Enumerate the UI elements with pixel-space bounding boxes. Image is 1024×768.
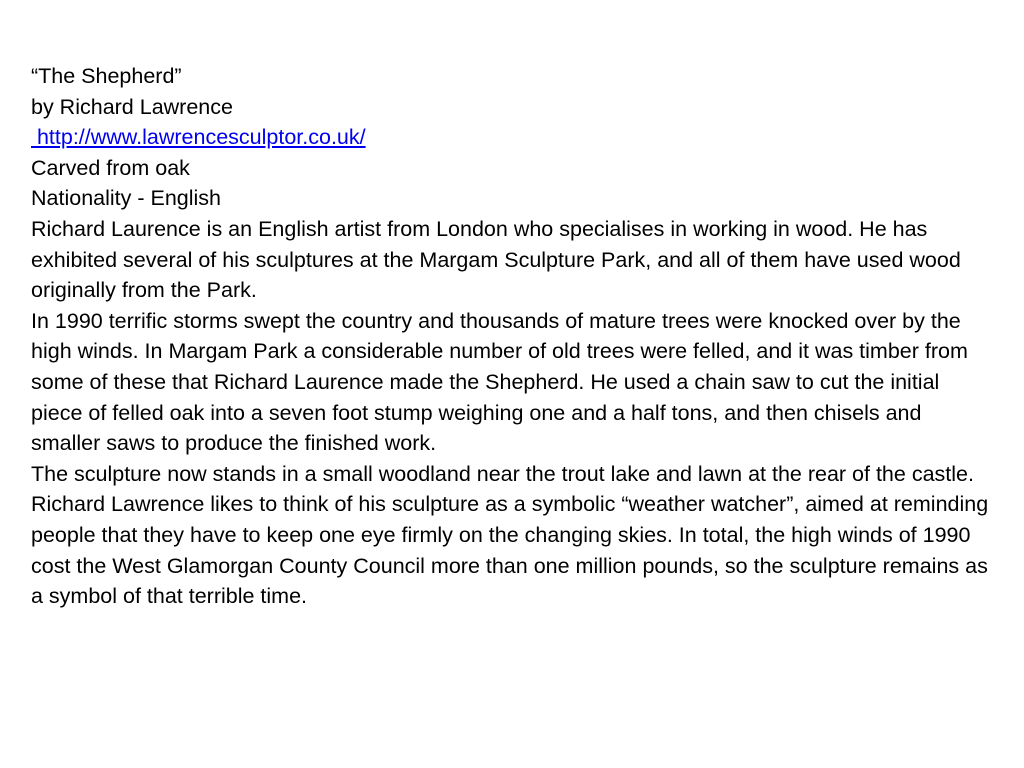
sculpture-title: “The Shepherd” [31, 64, 182, 88]
material-line: Carved from oak [31, 155, 190, 180]
website-line [31, 122, 991, 153]
website-link[interactable]: http://www.lawrencesculptor.co.uk/ [31, 125, 366, 150]
paragraph-location: The sculpture now stands in a small woodland near the trout lake and lawn at the rear of the castle. Richard Lawrence likes to think of his sculpture as a symbolic “weather watcher”, aimed at reminding people that they have to keep one eye firmly on the changing skies. In total, the high winds of 1990 cost the West Glamorgan County Council more than one million pounds, so the sculpture remains as a symbol of that terrible time. [31, 461, 989, 609]
paragraph-artist: Richard Laurence is an English artist from London who specialises in working in wood. He has exhibited several of his sculptures at the Margam Sculpture Park, and all of them have used wood originally from the Park. [31, 216, 961, 303]
author-line: by Richard Lawrence [31, 94, 233, 119]
paragraph-storms: In 1990 terrific storms swept the country and thousands of mature trees were knocked over by the high winds. In Margam Park a considerable number of old trees were felled, and it was timber from some of these that Richard Laurence made the Shepherd. He used a chain saw to cut the initial piece of felled oak into a seven foot stump weighing one and a half tons, and then chisels and smaller saws to produce the finished work. [31, 308, 968, 456]
nationality-line: Nationality - English [31, 186, 222, 211]
document-body [31, 61, 991, 612]
